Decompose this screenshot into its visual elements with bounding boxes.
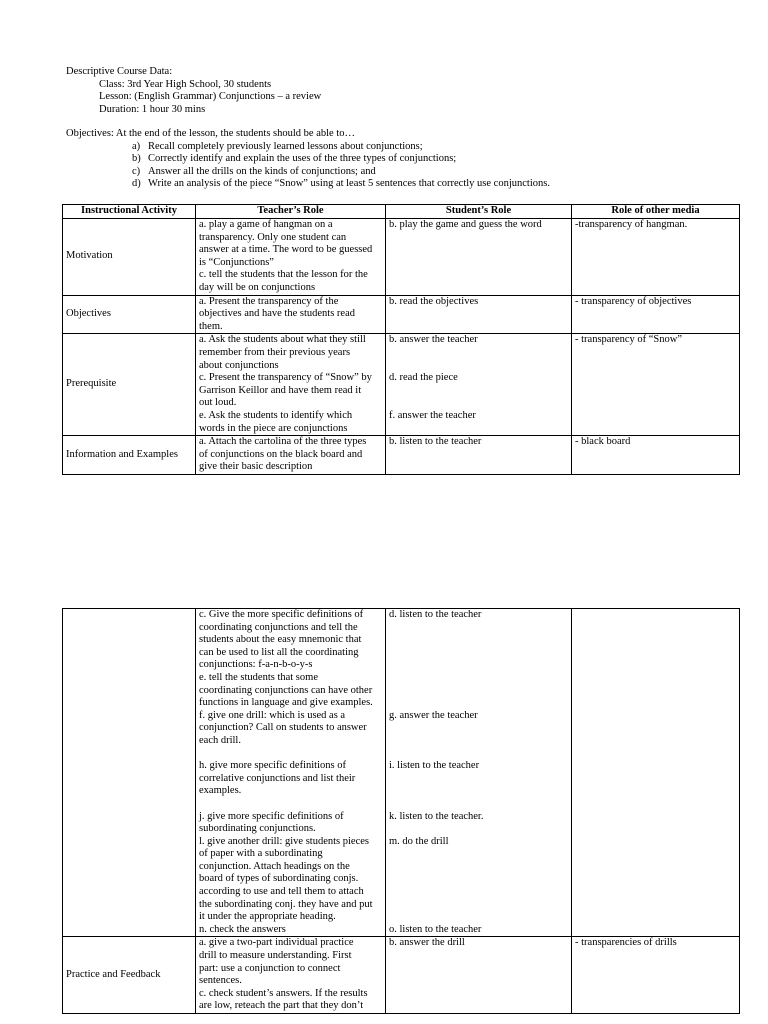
cell-line (389, 397, 568, 410)
cell-line: b. answer the drill (389, 937, 465, 949)
cell-line: conjunctions: f-a-n-b-o-y-s (199, 659, 313, 671)
cell-line: objectives and have the students read (199, 308, 355, 320)
cell-line: c. Give the more specific definitions of (199, 609, 364, 620)
course-data (66, 66, 726, 116)
media-role-cell (572, 334, 740, 436)
cell-line: day will be on conjunctions (199, 281, 316, 293)
media-role-cell (572, 295, 740, 334)
table-row (63, 609, 740, 937)
header-instructional-activity: Instructional Activity (63, 205, 196, 219)
student-role-cell (386, 295, 572, 334)
cell-line (389, 873, 568, 886)
objective-marker: c) (132, 165, 141, 177)
cell-line (389, 659, 568, 672)
media-role-cell (572, 436, 740, 475)
cell-line: f. give one drill: which is used as a (199, 709, 346, 721)
cell-line: is “Conjunctions” (199, 256, 274, 268)
student-role-cell (386, 609, 572, 937)
cell-line: conjunction? Call on students to answer (199, 722, 367, 734)
activity-cell: Objectives (63, 295, 196, 334)
student-role-cell (386, 219, 572, 296)
cell-line: give their basic description (199, 461, 313, 473)
cell-line: g. answer the teacher (389, 709, 478, 721)
cell-line: a. Attach the cartolina of the three types (199, 436, 367, 448)
cell-line (389, 785, 568, 798)
objective-item (66, 178, 746, 191)
teacher-role-cell (196, 219, 386, 296)
cell-line: - transparency of “Snow” (575, 334, 682, 346)
cell-line: d. listen to the teacher (389, 609, 482, 620)
cell-line: transparency. Only one student can (199, 231, 347, 243)
cell-line (389, 697, 568, 710)
cell-line: part: use a conjunction to connect (199, 962, 341, 974)
objective-text: Write an analysis of the piece “Snow” using at least 5 sentences that correctly use conjunctions. (148, 178, 550, 190)
cell-line: f. answer the teacher (389, 409, 476, 421)
objective-text: Correctly identify and explain the uses of the three types of conjunctions; (148, 153, 457, 165)
cell-line: -transparency of hangman. (575, 219, 688, 230)
cell-line: m. do the drill (389, 835, 449, 847)
course-duration: Duration: 1 hour 30 mins (99, 103, 206, 115)
cell-line (389, 722, 568, 735)
cell-line: of conjunctions on the black board and (199, 448, 363, 460)
cell-line: the subordinating conj. they have and put (199, 898, 373, 910)
cell-line: h. give more specific definitions of (199, 760, 346, 772)
activity-cell: Motivation (63, 219, 196, 296)
activity-cell: Prerequisite (63, 334, 196, 436)
media-role-cell (572, 937, 740, 1014)
cell-line: a. Ask the students about what they still (199, 334, 366, 346)
cell-line (389, 634, 568, 647)
teacher-role-cell (196, 334, 386, 436)
cell-line: are low, reteach the part that they don’t (199, 1000, 364, 1012)
table-row (63, 436, 740, 475)
cell-line (389, 622, 568, 635)
table-row (63, 334, 740, 436)
cell-line: i. listen to the teacher (389, 760, 480, 772)
header-teachers-role: Teacher’s Role (196, 205, 386, 219)
course-lesson: Lesson: (English Grammar) Conjunctions – a review (99, 91, 322, 103)
cell-line: a. Present the transparency of the (199, 295, 339, 307)
cell-line: sentences. (199, 975, 242, 987)
cell-line (389, 347, 568, 360)
cell-line (389, 647, 568, 660)
cell-line: of paper with a subordinating (199, 848, 323, 860)
cell-line (389, 360, 568, 373)
cell-line: b. read the objectives (389, 295, 479, 307)
cell-line (389, 848, 568, 861)
header-students-role: Student’s Role (386, 205, 572, 219)
cell-line: correlative conjunctions and list their (199, 772, 356, 784)
objective-item (66, 141, 746, 154)
cell-line: j. give more specific definitions of (199, 810, 344, 822)
cell-line: d. read the piece (389, 372, 458, 384)
header-other-media: Role of other media (572, 205, 740, 219)
cell-line: functions in language and give examples. (199, 697, 373, 709)
cell-line (389, 861, 568, 874)
cell-line: drill to measure understanding. First (199, 950, 352, 962)
cell-line: Garrison Keillor and have them read it (199, 384, 362, 396)
cell-line: answer at a time. The word to be guessed (199, 244, 373, 256)
cell-line: each drill. (199, 734, 241, 746)
cell-line: - transparency of objectives (575, 295, 692, 307)
student-role-cell (386, 436, 572, 475)
cell-line: according to use and tell them to attach (199, 886, 364, 898)
cell-line (575, 609, 736, 622)
activity-cell (63, 609, 196, 937)
cell-line (389, 798, 568, 811)
cell-line: n. check the answers (199, 923, 286, 935)
cell-line (199, 748, 382, 761)
cell-line: b. listen to the teacher (389, 436, 482, 448)
table-header-row (63, 205, 740, 219)
cell-line (389, 685, 568, 698)
cell-line: b. play the game and guess the word (389, 219, 542, 230)
objectives-section (66, 128, 746, 191)
cell-line (389, 385, 568, 398)
cell-line: words in the piece are conjunctions (199, 422, 348, 434)
cell-line: can be used to list all the coordinating (199, 646, 359, 658)
cell-line: a. give a two-part individual practice (199, 937, 354, 949)
cell-line (389, 748, 568, 761)
teacher-role-cell (196, 295, 386, 334)
cell-line (389, 886, 568, 899)
activity-cell: Information and Examples (63, 436, 196, 475)
cell-line: c. tell the students that the lesson for the (199, 269, 368, 281)
table-row (63, 295, 740, 334)
student-role-cell (386, 334, 572, 436)
objective-text: Answer all the drills on the kinds of conjunctions; and (148, 165, 376, 177)
teacher-role-cell (196, 436, 386, 475)
table-row (63, 219, 740, 296)
cell-line: c. Present the transparency of “Snow” by (199, 372, 372, 384)
cell-line: remember from their previous years (199, 346, 351, 358)
cell-line: c. check student’s answers. If the results (199, 987, 368, 999)
objective-marker: d) (132, 178, 141, 190)
cell-line: students about the easy mnemonic that (199, 634, 362, 646)
objective-text: Recall completely previously learned lessons about conjunctions; (148, 140, 423, 152)
objectives-intro: Objectives: At the end of the lesson, the students should be able to… (66, 128, 355, 139)
cell-line: subordinating conjunctions. (199, 823, 316, 835)
cell-line (389, 823, 568, 836)
media-role-cell (572, 219, 740, 296)
cell-line: e. tell the students that some (199, 671, 318, 683)
cell-line: - black board (575, 436, 631, 448)
cell-line (389, 899, 568, 912)
activity-cell: Practice and Feedback (63, 937, 196, 1014)
lesson-plan-table (62, 204, 740, 475)
objective-item (66, 166, 746, 179)
cell-line: b. answer the teacher (389, 334, 478, 346)
cell-line: coordinating conjunctions and tell the (199, 621, 358, 633)
cell-line: coordinating conjunctions can have other (199, 684, 373, 696)
cell-line (389, 773, 568, 786)
cell-line: out loud. (199, 397, 237, 409)
objective-marker: a) (132, 140, 141, 152)
table-row (63, 937, 740, 1014)
cell-line: a. play a game of hangman on a (199, 219, 333, 230)
lesson-plan-table-continued (62, 608, 740, 1014)
objective-item (66, 153, 746, 166)
cell-line: examples. (199, 785, 242, 797)
cell-line (199, 798, 382, 811)
cell-line: - transparencies of drills (575, 937, 677, 949)
cell-line (389, 672, 568, 685)
cell-line: e. Ask the students to identify which (199, 409, 353, 421)
course-class: Class: 3rd Year High School, 30 students (99, 78, 272, 90)
cell-line (389, 735, 568, 748)
cell-line: o. listen to the teacher (389, 923, 482, 935)
objective-marker: b) (132, 153, 141, 165)
cell-line: board of types of subordinating conjs. (199, 873, 359, 885)
student-role-cell (386, 937, 572, 1014)
cell-line (389, 911, 568, 924)
teacher-role-cell (196, 937, 386, 1014)
objectives-list (66, 141, 746, 191)
cell-line: it under the appropriate heading. (199, 911, 336, 923)
course-heading: Descriptive Course Data: (66, 66, 173, 77)
cell-line: about conjunctions (199, 359, 279, 371)
cell-line: k. listen to the teacher. (389, 810, 484, 822)
media-role-cell (572, 609, 740, 937)
cell-line: l. give another drill: give students pieces (199, 835, 369, 847)
cell-line: them. (199, 320, 223, 332)
teacher-role-cell (196, 609, 386, 937)
cell-line: conjunction. Attach headings on the (199, 860, 350, 872)
